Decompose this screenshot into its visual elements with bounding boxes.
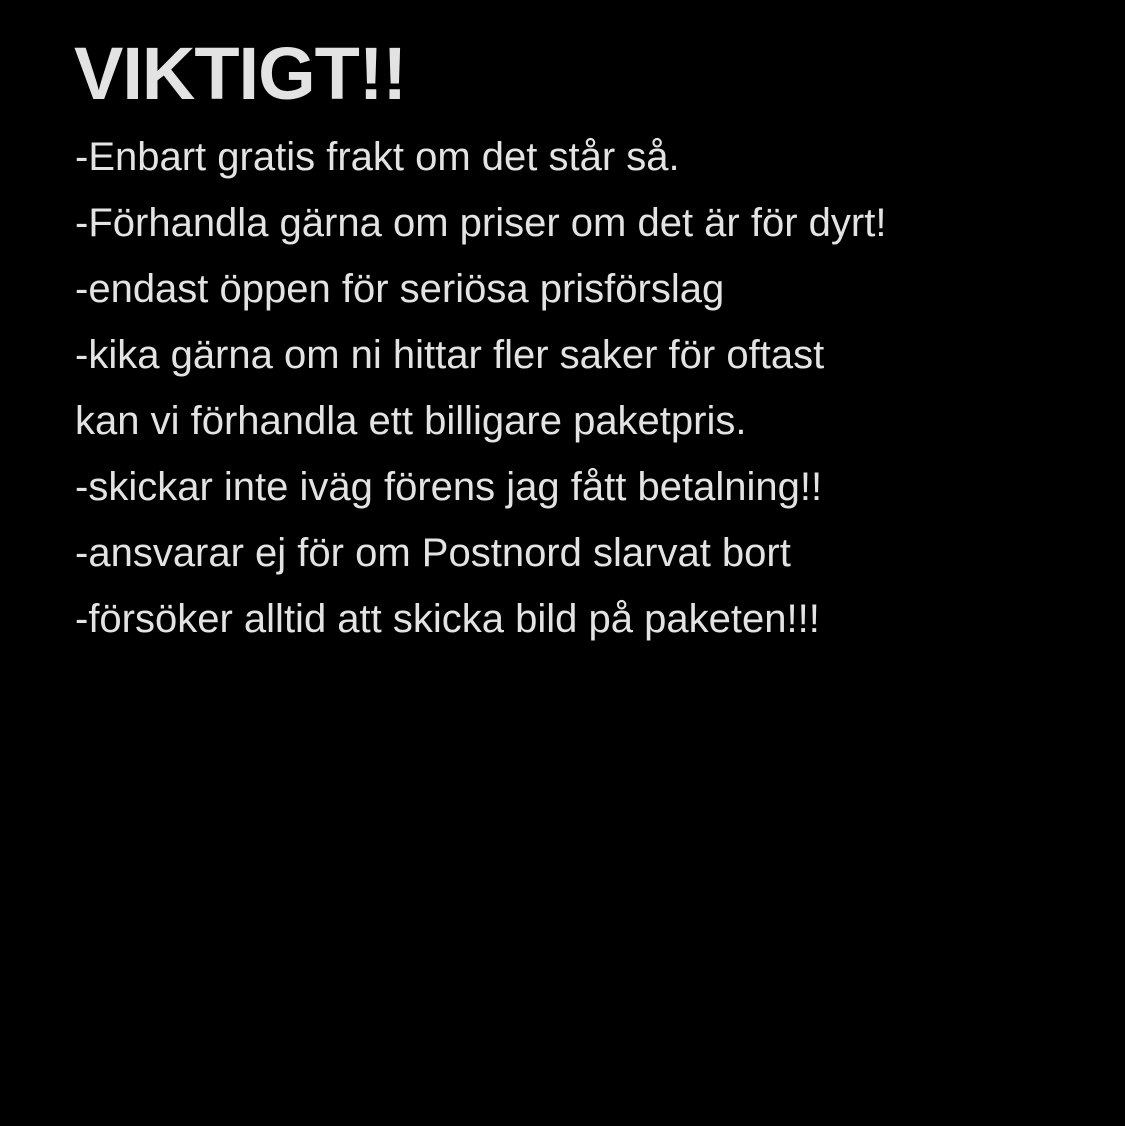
rule-line: -kika gärna om ni hittar fler saker för oftast: [75, 333, 825, 377]
rule-line: -endast öppen för seriösa prisförslag: [75, 267, 725, 311]
rules-list: [75, 124, 886, 652]
rule-line: -Förhandla gärna om priser om det är för dyrt!: [75, 201, 887, 245]
rule-line: -försöker alltid att skicka bild på paketen!!!: [75, 597, 820, 641]
rule-line: -ansvarar ej för om Postnord slarvat bort: [75, 531, 791, 575]
rule-line: -skickar inte iväg förens jag fått betalning!!: [75, 465, 823, 509]
heading-viktigt: VIKTIGT!!: [74, 32, 407, 115]
rule-line: -Enbart gratis frakt om det står så.: [75, 135, 680, 179]
rule-line: kan vi förhandla ett billigare paketpris.: [75, 399, 747, 443]
